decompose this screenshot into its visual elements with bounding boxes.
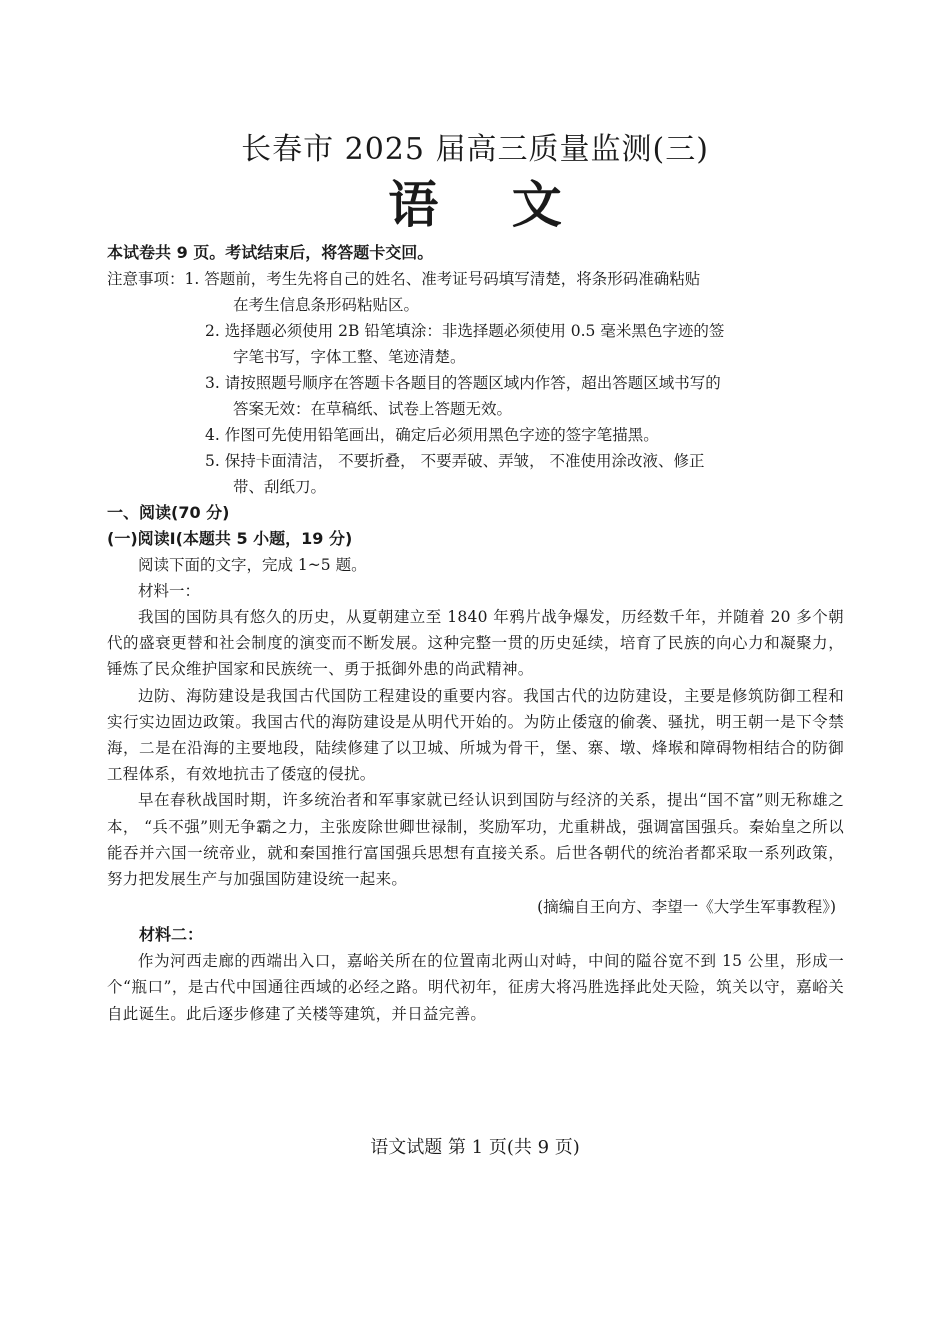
material-1-label: 材料一： xyxy=(138,582,201,600)
material-1-paragraph: 早在春秋战国时期，许多统治者和军事家就已经认识到国防与经济的关系，提出“国不富”则无称雄之本， “兵不强”则无争霸之力，主张废除世卿世禄制，奖励军功，尤重耕战，强调富国强兵。秦始皇之所以能吞并六国一统帝业，就和秦国推行富国强兵思想有直接关系。后世各朝代的统治者都采取一系列政策，努力把发展生产与加强国防建设统一起来。 xyxy=(107,791,844,889)
exam-title: 长春市 2025 届高三质量监测(三) xyxy=(241,132,709,167)
material-2-label: 材料二： xyxy=(139,925,204,945)
notice-item-continuation: 带、刮纸刀。 xyxy=(233,478,327,496)
page-footer: 语文试题 第 1 页(共 9 页) xyxy=(370,1137,580,1158)
notice-item-continuation: 字笔书写，字体工整、笔迹清楚。 xyxy=(233,348,466,366)
subsection-heading: (一)阅读Ⅰ(本题共 5 小题，19 分) xyxy=(107,529,353,548)
notice-block xyxy=(107,266,844,500)
section-heading: 一、阅读(70 分) xyxy=(107,503,230,522)
subject-title: 语 文 xyxy=(388,176,590,234)
material-1-paragraph: 边防、海防建设是我国古代国防工程建设的重要内容。我国古代的边防建设，主要是修筑防御工程和实行实边固边政策。我国古代的海防建设是从明代开始的。为防止倭寇的偷袭、骚扰，明王朝一是下令禁海，二是在沿海的主要地段，陆续修建了以卫城、所城为骨干，堡、寨、墩、烽堠和障碍物相结合的防御工程体系，有效地抗击了倭寇的侵扰。 xyxy=(107,686,844,784)
notice-item-2: 2. 选择题必须使用 2B 铅笔填涂：非选择题必须使用 0.5 毫米黑色字迹的签 xyxy=(205,322,725,340)
exam-body xyxy=(107,240,844,1027)
reading-instruction: 阅读下面的文字，完成 1~5 题。 xyxy=(138,556,367,574)
material-2-paragraph: 作为河西走廊的西端出入口，嘉峪关所在的位置南北两山对峙，中间的隘谷宽不到 15 公里，形成一个“瓶口”，是古代中国通往西域的必经之路。明代初年，征虏大将冯胜选择此处天险，筑关以守，嘉峪关自此诞生。此后逐步修建了关楼等建筑，并日益完善。 xyxy=(107,952,844,1023)
notice-item-4: 4. 作图可先使用铅笔画出，确定后必须用黑色字迹的签字笔描黑。 xyxy=(205,426,659,444)
notice-item-text: 1. 答题前，考生先将自己的姓名、准考证号码填写清楚，将条形码准确粘贴 xyxy=(184,270,701,288)
notice-item-5: 5. 保持卡面清洁， 不要折叠， 不要弄破、弄皱， 不准使用涂改液、修正 xyxy=(205,452,705,470)
exam-summary: 本试卷共 9 页。考试结束后，将答题卡交回。 xyxy=(107,243,434,262)
notice-item-continuation: 在考生信息条形码粘贴区。 xyxy=(233,296,420,314)
material-1-paragraph: 我国的国防具有悠久的历史，从夏朝建立至 1840 年鸦片战争爆发，历经数千年，并随着 20 多个朝代的盛衰更替和社会制度的演变而不断发展。这种完整一贯的历史延续，培育了民族的向心力和凝聚力，锤炼了民众维护国家和民族统一、勇于抵御外患的尚武精神。 xyxy=(107,608,844,679)
notice-item-3: 3. 请按照题号顺序在答题卡各题目的答题区域内作答，超出答题区域书写的 xyxy=(205,374,721,392)
notice-item-continuation: 答案无效：在草稿纸、试卷上答题无效。 xyxy=(233,400,513,418)
notice-label: 注意事项： xyxy=(107,270,185,288)
notice-item-1 xyxy=(107,266,844,292)
material-1-source: (摘编自王向方、李望一《大学生军事教程》) xyxy=(537,898,836,917)
